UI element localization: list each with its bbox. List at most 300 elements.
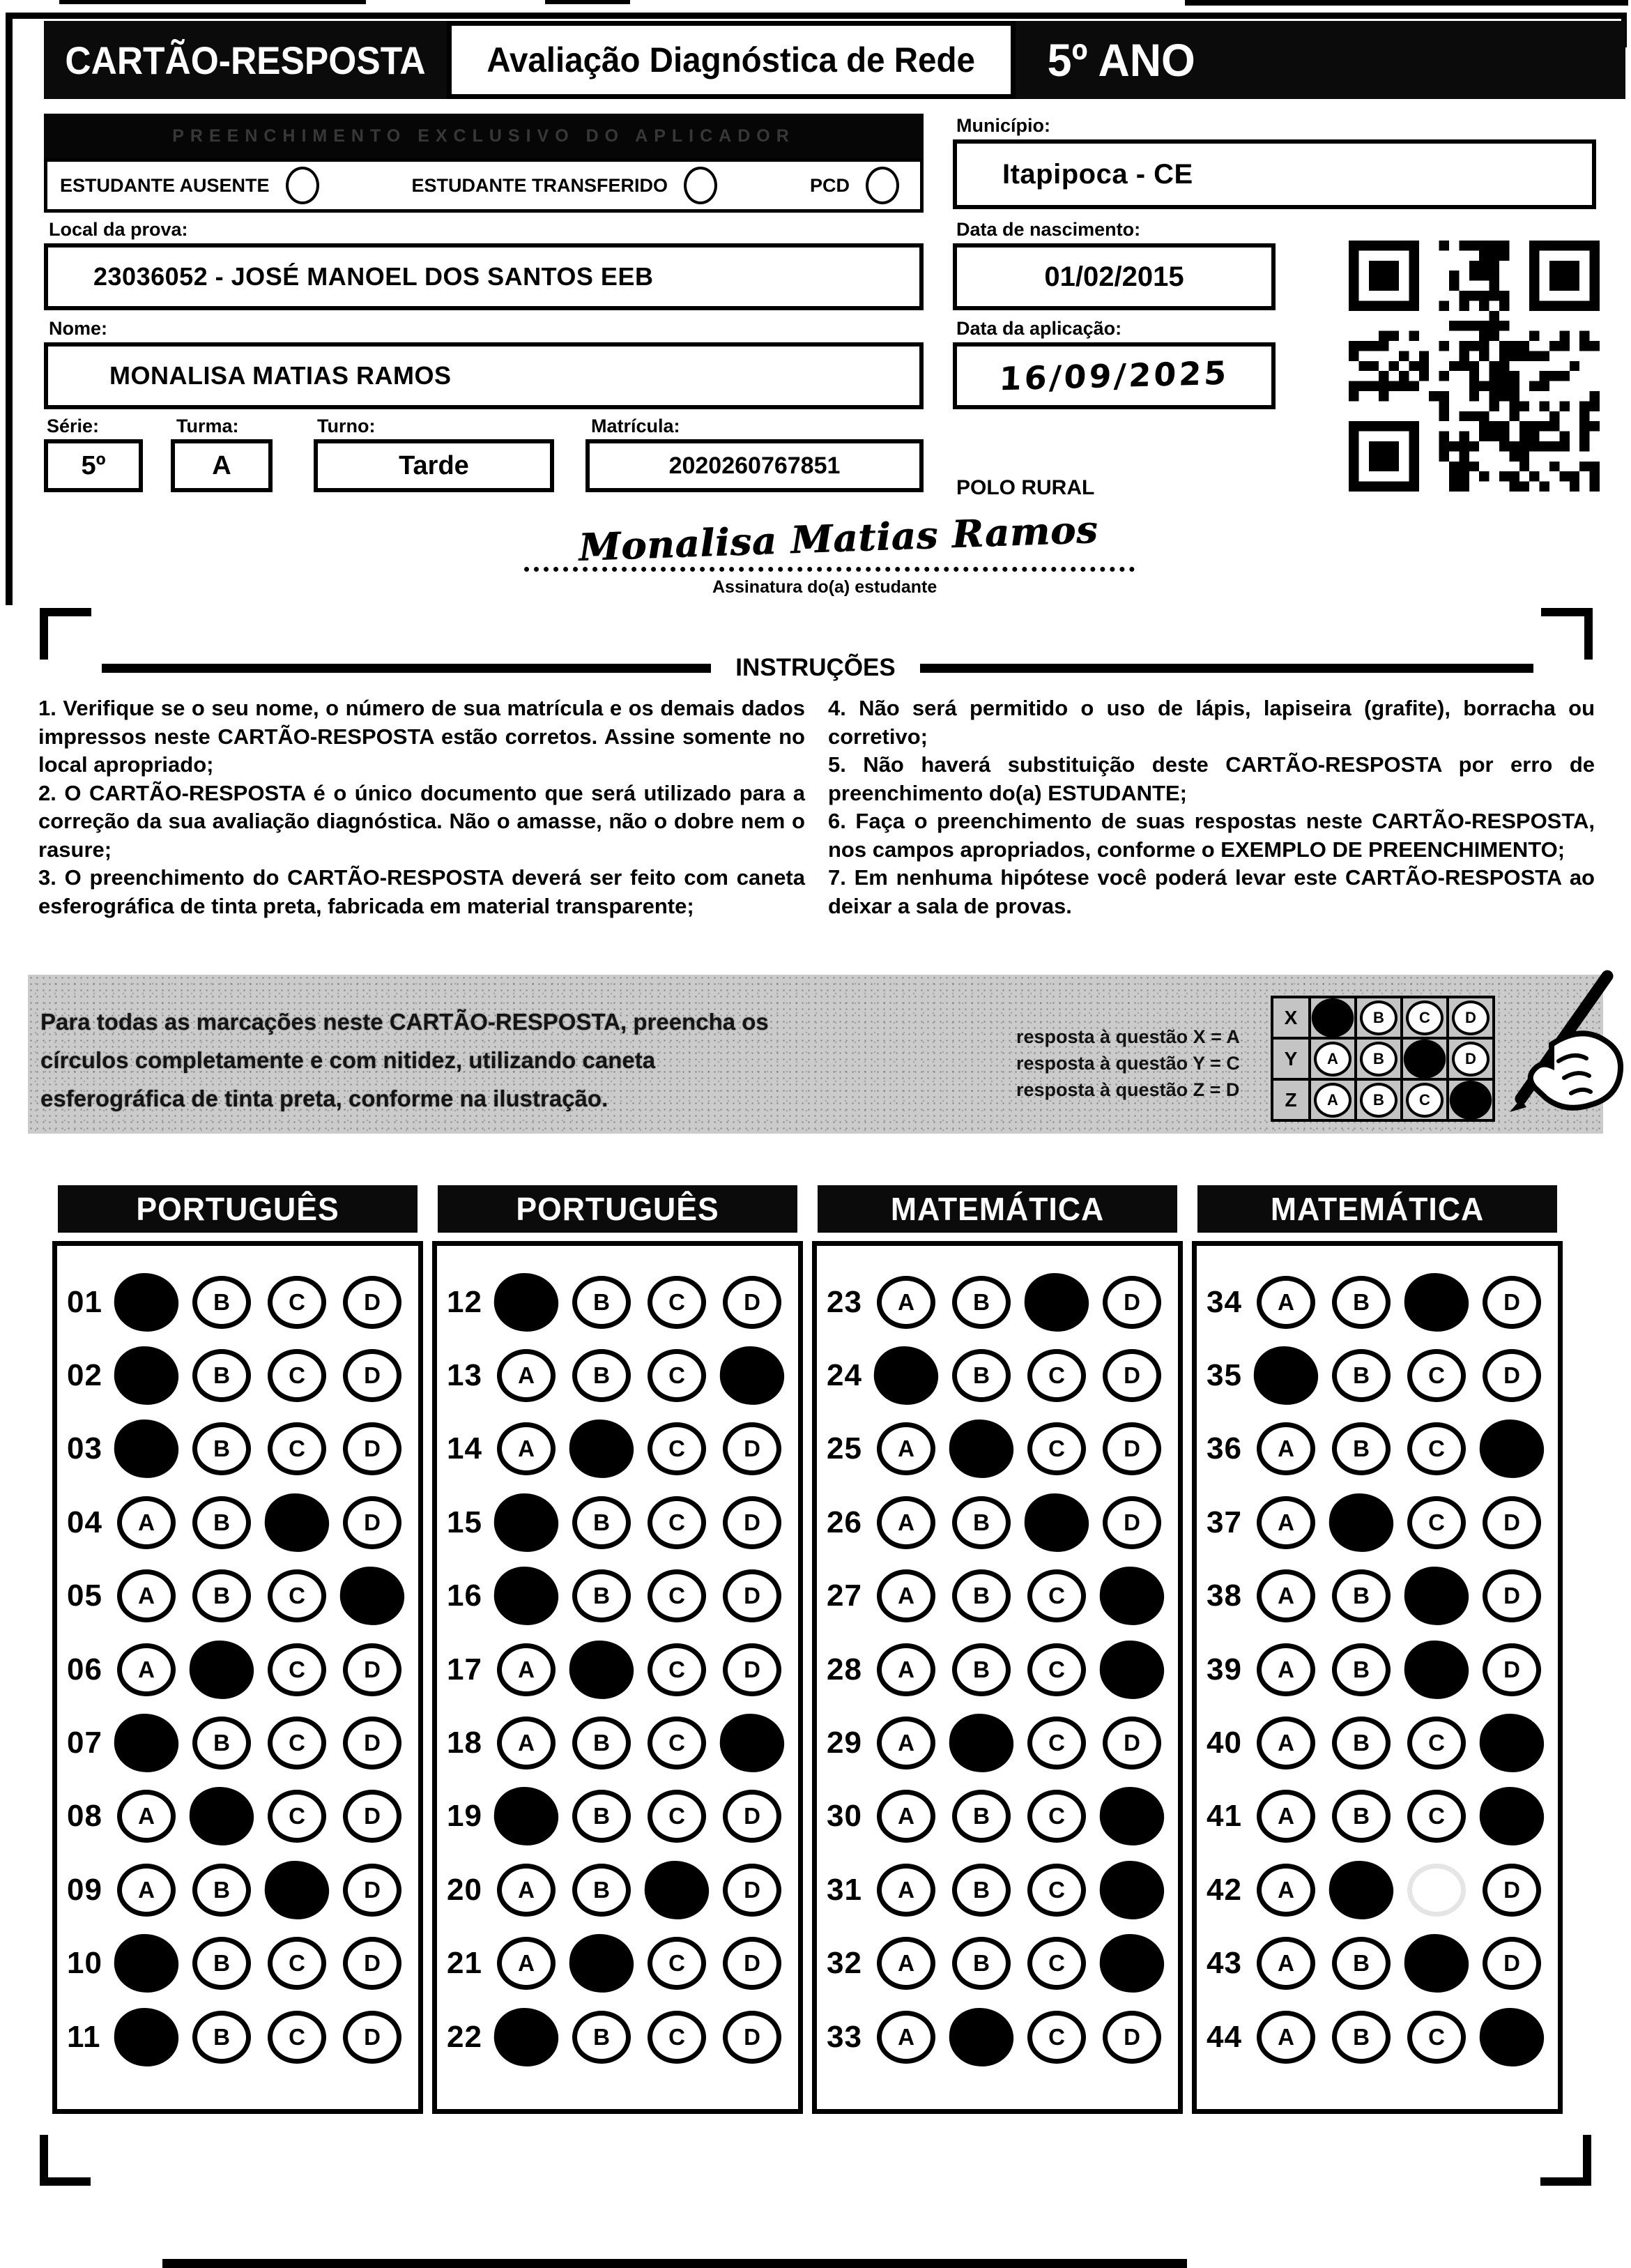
bubble-D[interactable]: D bbox=[343, 1349, 401, 1402]
bubble-B[interactable]: B bbox=[952, 1349, 1011, 1402]
question-row bbox=[1197, 1853, 1558, 1926]
qr-code bbox=[1349, 241, 1600, 492]
bubble-B[interactable]: B bbox=[572, 1790, 631, 1843]
question-number: 18 bbox=[447, 1726, 482, 1760]
serie-box[interactable] bbox=[44, 439, 143, 492]
bubble-A[interactable]: A bbox=[497, 1864, 556, 1917]
bubble-marked-A[interactable] bbox=[492, 2006, 560, 2069]
question-number: 10 bbox=[67, 1946, 102, 1981]
subject-header: MATEMÁTICA bbox=[818, 1185, 1177, 1233]
bubble-marked-A[interactable] bbox=[112, 1344, 181, 1407]
bubble-C[interactable]: C bbox=[648, 2011, 706, 2064]
bubble-B[interactable]: B bbox=[572, 1717, 631, 1770]
bubble-D[interactable]: D bbox=[1483, 1349, 1541, 1402]
question-number: 34 bbox=[1207, 1284, 1242, 1319]
bubble-marked-D[interactable] bbox=[1098, 1786, 1166, 1848]
question-number: 02 bbox=[67, 1358, 102, 1393]
question-row bbox=[57, 1633, 418, 1706]
bubble-B[interactable]: B bbox=[572, 1349, 631, 1402]
scan-mark bbox=[1185, 0, 1628, 6]
question-row bbox=[1197, 1927, 1558, 2000]
bubble-B[interactable]: B bbox=[952, 1276, 1011, 1329]
bubble-A[interactable]: A bbox=[497, 1643, 556, 1696]
question-number: 13 bbox=[447, 1358, 482, 1393]
bubble-C[interactable]: C bbox=[1027, 1864, 1086, 1917]
bubble-marked-A[interactable] bbox=[492, 1565, 560, 1627]
bubble-marked-D[interactable] bbox=[1098, 1932, 1166, 1995]
example-question-label: X bbox=[1272, 997, 1310, 1038]
turma-box[interactable] bbox=[171, 439, 273, 492]
question-number: 04 bbox=[67, 1505, 102, 1539]
bubble-D[interactable]: D bbox=[723, 1569, 781, 1622]
bubble-marked-A[interactable] bbox=[112, 1271, 181, 1334]
bubble-B[interactable]: B bbox=[1332, 2011, 1391, 2064]
turno-box[interactable] bbox=[314, 439, 554, 492]
bubble-marked-A[interactable] bbox=[492, 1491, 560, 1554]
bubble-C[interactable]: C bbox=[648, 1643, 706, 1696]
question-row bbox=[57, 1853, 418, 1926]
bubble-C[interactable]: C bbox=[1407, 2011, 1466, 2064]
bubble-D[interactable]: D bbox=[1483, 1864, 1541, 1917]
bubble-A[interactable]: A bbox=[1257, 1276, 1315, 1329]
bubble-A[interactable]: A bbox=[1257, 1422, 1315, 1475]
aplicacao-box[interactable] bbox=[953, 342, 1276, 409]
bubble-B[interactable]: B bbox=[192, 1717, 251, 1770]
question-number: 15 bbox=[447, 1505, 482, 1539]
question-number: 09 bbox=[67, 1872, 102, 1907]
answer-grid bbox=[1192, 1241, 1563, 2114]
bubble-D[interactable]: D bbox=[723, 2011, 781, 2064]
question-row bbox=[57, 2000, 418, 2073]
bubble-marked-B[interactable] bbox=[567, 1932, 636, 1995]
transferred-circle[interactable] bbox=[684, 167, 717, 204]
bubble-B[interactable]: B bbox=[572, 1569, 631, 1622]
bubble-A[interactable]: A bbox=[877, 1496, 935, 1549]
bubble-B[interactable]: B bbox=[1332, 1717, 1391, 1770]
example-grid-cell bbox=[1356, 997, 1402, 1038]
serie-value: 5º bbox=[81, 450, 106, 480]
bubble-C[interactable]: C bbox=[648, 1717, 706, 1770]
bubble-C[interactable]: C bbox=[1027, 1937, 1086, 1990]
bubble-marked-A[interactable] bbox=[1252, 1344, 1320, 1407]
instructions-rule-right bbox=[920, 664, 1533, 673]
bubble-marked-A[interactable] bbox=[492, 1271, 560, 1334]
municipio-label: Município: bbox=[956, 115, 1050, 136]
bubble-marked-B[interactable] bbox=[947, 1712, 1016, 1774]
bubble-A[interactable]: A bbox=[1257, 1496, 1315, 1549]
question-number: 38 bbox=[1207, 1578, 1242, 1613]
bubble-D[interactable]: D bbox=[343, 1643, 401, 1696]
bubble-A[interactable]: A bbox=[497, 1422, 556, 1475]
bubble-D[interactable]: D bbox=[343, 1864, 401, 1917]
bubble-marked-C[interactable] bbox=[643, 1859, 711, 1921]
bubble-B[interactable]: B bbox=[1332, 1790, 1391, 1843]
subject-header: PORTUGUÊS bbox=[438, 1185, 797, 1233]
nome-box[interactable] bbox=[44, 342, 924, 409]
bubble-B[interactable]: B bbox=[1332, 1422, 1391, 1475]
bubble-A[interactable]: A bbox=[877, 1864, 935, 1917]
answer-column bbox=[432, 1185, 803, 2114]
bubble-C[interactable]: C bbox=[1027, 2011, 1086, 2064]
nome-label: Nome: bbox=[49, 318, 108, 339]
bubble-marked-C[interactable] bbox=[1023, 1491, 1091, 1554]
bubble-marked-B[interactable] bbox=[1327, 1491, 1395, 1554]
nome-value: MONALISA MATIAS RAMOS bbox=[109, 361, 452, 390]
question-row bbox=[817, 1706, 1178, 1779]
bubble-D[interactable]: D bbox=[1483, 1937, 1541, 1990]
question-row bbox=[1197, 1265, 1558, 1339]
bubble-marked-A[interactable] bbox=[492, 1786, 560, 1848]
bubble-C[interactable]: C bbox=[1407, 1496, 1466, 1549]
bubble-C[interactable]: C bbox=[648, 1937, 706, 1990]
bubble-A[interactable]: A bbox=[877, 1422, 935, 1475]
bubble-D[interactable]: D bbox=[1483, 1643, 1541, 1696]
bubble-C[interactable]: C bbox=[1027, 1422, 1086, 1475]
bubble-C[interactable]: C bbox=[1027, 1717, 1086, 1770]
bubble-D[interactable]: D bbox=[723, 1422, 781, 1475]
bubble-C[interactable]: C bbox=[1407, 1422, 1466, 1475]
bubble-D[interactable]: D bbox=[723, 1864, 781, 1917]
bubble-D[interactable]: D bbox=[1103, 1349, 1161, 1402]
bubble-marked-D[interactable] bbox=[1478, 1418, 1546, 1481]
bubble-C[interactable]: C bbox=[268, 2011, 326, 2064]
question-number: 28 bbox=[827, 1652, 862, 1687]
nascimento-label: Data de nascimento: bbox=[956, 219, 1141, 240]
bubble-marked-A[interactable] bbox=[112, 1932, 181, 1995]
bubble-A[interactable]: A bbox=[877, 2011, 935, 2064]
question-number: 42 bbox=[1207, 1872, 1242, 1907]
question-row bbox=[1197, 1560, 1558, 1633]
bubble-marked-B[interactable] bbox=[187, 1786, 256, 1848]
bubble-marked-C[interactable] bbox=[1402, 1932, 1471, 1995]
bubble-D[interactable]: D bbox=[343, 1717, 401, 1770]
bubble-D[interactable]: D bbox=[1103, 2011, 1161, 2064]
bubble-D[interactable]: D bbox=[1483, 1276, 1541, 1329]
bubble-marked-C[interactable] bbox=[263, 1859, 331, 1921]
question-row bbox=[817, 1853, 1178, 1926]
bubble-D[interactable]: D bbox=[343, 1422, 401, 1475]
question-row bbox=[817, 2000, 1178, 2073]
nascimento-value: 01/02/2015 bbox=[1044, 261, 1184, 292]
bubble-C[interactable]: C bbox=[1027, 1790, 1086, 1843]
pcd-circle[interactable] bbox=[866, 167, 899, 204]
example-legend-line: resposta à questão Z = D bbox=[1016, 1079, 1240, 1100]
bubble-marked-B[interactable] bbox=[567, 1638, 636, 1701]
bubble-marked-D[interactable] bbox=[338, 1565, 406, 1627]
bubble-marked-A[interactable] bbox=[112, 1418, 181, 1481]
bubble-A[interactable]: A bbox=[877, 1790, 935, 1843]
example-bubble-C: C bbox=[1406, 1083, 1444, 1118]
bubble-B[interactable]: B bbox=[192, 1349, 251, 1402]
bubble-B[interactable]: B bbox=[952, 1643, 1011, 1696]
question-row bbox=[437, 1853, 798, 1926]
bubble-marked-A[interactable] bbox=[872, 1344, 940, 1407]
bubble-marked-C[interactable] bbox=[1402, 1638, 1471, 1701]
question-row bbox=[437, 1339, 798, 1412]
bubble-marked-B[interactable] bbox=[187, 1638, 256, 1701]
bubble-D[interactable]: D bbox=[1103, 1422, 1161, 1475]
example-bubble-A: A bbox=[1314, 1042, 1351, 1076]
instruction-item: 4. Não será permitido o uso de lápis, lapiseira (grafite), borracha ou corretivo; bbox=[828, 696, 1595, 749]
bracket-mark bbox=[40, 2177, 91, 2186]
question-number: 03 bbox=[67, 1431, 102, 1466]
bubble-marked-C[interactable] bbox=[263, 1491, 331, 1554]
question-row bbox=[817, 1265, 1178, 1339]
signature-caption: Assinatura do(a) estudante bbox=[712, 577, 937, 597]
matricula-box[interactable] bbox=[585, 439, 924, 492]
bubble-A[interactable]: A bbox=[497, 1349, 556, 1402]
bubble-D[interactable]: D bbox=[343, 1790, 401, 1843]
bubble-C[interactable]: C bbox=[1027, 1643, 1086, 1696]
bubble-marked-D[interactable] bbox=[1098, 1565, 1166, 1627]
question-number: 22 bbox=[447, 2019, 482, 2054]
question-row bbox=[817, 1560, 1178, 1633]
question-row bbox=[437, 2000, 798, 2073]
turma-value: A bbox=[212, 450, 231, 480]
answer-column bbox=[812, 1185, 1183, 2114]
bubble-B[interactable]: B bbox=[1332, 1937, 1391, 1990]
bubble-marked-C[interactable] bbox=[1402, 1271, 1471, 1334]
question-row bbox=[1197, 1339, 1558, 1412]
frame-left bbox=[6, 13, 13, 605]
example-bubble-A: A bbox=[1314, 1083, 1351, 1118]
bubble-D[interactable]: D bbox=[1483, 1569, 1541, 1622]
municipio-box[interactable] bbox=[953, 139, 1596, 209]
bubble-D[interactable]: D bbox=[1103, 1496, 1161, 1549]
question-row bbox=[437, 1486, 798, 1559]
answer-column bbox=[1192, 1185, 1563, 2114]
bubble-B[interactable]: B bbox=[192, 1864, 251, 1917]
bubble-D[interactable]: D bbox=[723, 1937, 781, 1990]
bubble-D[interactable]: D bbox=[1483, 1496, 1541, 1549]
absent-circle[interactable] bbox=[286, 167, 319, 204]
bubble-B[interactable]: B bbox=[192, 1569, 251, 1622]
bubble-marked-A[interactable] bbox=[112, 2006, 181, 2069]
bubble-C[interactable]: C bbox=[1407, 1717, 1466, 1770]
bubble-B[interactable]: B bbox=[192, 1937, 251, 1990]
bubble-A[interactable]: A bbox=[1257, 1569, 1315, 1622]
question-number: 44 bbox=[1207, 2019, 1242, 2054]
matricula-value: 2020260767851 bbox=[668, 452, 841, 479]
bubble-A[interactable]: A bbox=[1257, 1643, 1315, 1696]
bubble-C[interactable]: C bbox=[268, 1349, 326, 1402]
bubble-B[interactable]: B bbox=[192, 1276, 251, 1329]
question-row bbox=[57, 1413, 418, 1486]
bubble-C[interactable]: C bbox=[1027, 1569, 1086, 1622]
bubble-B[interactable]: B bbox=[192, 1422, 251, 1475]
bubble-B[interactable]: B bbox=[1332, 1276, 1391, 1329]
example-bubble-B: B bbox=[1360, 1000, 1398, 1035]
bubble-marked-C[interactable] bbox=[1402, 1565, 1471, 1627]
bubble-C[interactable]: C bbox=[268, 1717, 326, 1770]
bubble-A[interactable]: A bbox=[1257, 1937, 1315, 1990]
bubble-C[interactable]: C bbox=[648, 1422, 706, 1475]
local-label: Local da prova: bbox=[49, 219, 188, 240]
example-text: Para todas as marcações neste CARTÃO-RESPOSTA, preencha os círculos completamente e com nitidez, utilizando caneta esferográfica de tinta preta, conforme na ilustração. bbox=[40, 1009, 769, 1111]
matricula-label: Matrícula: bbox=[591, 416, 680, 436]
bubble-marked-D[interactable] bbox=[1098, 1859, 1166, 1921]
question-row bbox=[437, 1633, 798, 1706]
bubble-marked-D[interactable] bbox=[1478, 2006, 1546, 2069]
bubble-B[interactable]: B bbox=[192, 2011, 251, 2064]
card-title-banner bbox=[44, 21, 447, 99]
question-row bbox=[817, 1927, 1178, 2000]
transferred-label: ESTUDANTE TRANSFERIDO bbox=[411, 174, 668, 196]
example-grid-cell bbox=[1310, 997, 1356, 1038]
bubble-D[interactable]: D bbox=[723, 1790, 781, 1843]
bubble-marked-A[interactable] bbox=[112, 1712, 181, 1774]
bracket-mark bbox=[1584, 608, 1593, 660]
bubble-marked-C[interactable] bbox=[1023, 1271, 1091, 1334]
subject-header: PORTUGUÊS bbox=[58, 1185, 418, 1233]
bubble-A[interactable]: A bbox=[117, 1790, 176, 1843]
status-row bbox=[44, 158, 924, 213]
bubble-A[interactable]: A bbox=[117, 1864, 176, 1917]
bubble-C[interactable]: C bbox=[268, 1276, 326, 1329]
question-number: 19 bbox=[447, 1799, 482, 1834]
example-bubble-D: D bbox=[1452, 1000, 1490, 1035]
bubble-A[interactable]: A bbox=[117, 1569, 176, 1622]
bubble-C[interactable]: C bbox=[648, 1569, 706, 1622]
answer-grid bbox=[812, 1241, 1183, 2114]
bubble-C[interactable]: C bbox=[268, 1937, 326, 1990]
bubble-A[interactable]: A bbox=[877, 1717, 935, 1770]
instruction-item: 6. Faça o preenchimento de suas respostas neste CARTÃO-RESPOSTA, nos campos apropriados, conforme o EXEMPLO DE PREENCHIMENTO; bbox=[828, 809, 1595, 862]
example-bubble-C: C bbox=[1406, 1000, 1444, 1035]
bubble-marked-D[interactable] bbox=[1478, 1712, 1546, 1774]
bubble-marked-D[interactable] bbox=[1098, 1638, 1166, 1701]
bubble-B[interactable]: B bbox=[1332, 1643, 1391, 1696]
question-row bbox=[57, 1927, 418, 2000]
bubble-D[interactable]: D bbox=[343, 1937, 401, 1990]
polo-label: POLO RURAL bbox=[956, 476, 1095, 499]
bubble-B[interactable]: B bbox=[952, 1864, 1011, 1917]
bubble-A[interactable]: A bbox=[1257, 1790, 1315, 1843]
bubble-B[interactable]: B bbox=[1332, 1569, 1391, 1622]
bubble-D[interactable]: D bbox=[723, 1496, 781, 1549]
question-number: 01 bbox=[67, 1284, 102, 1319]
turma-label: Turma: bbox=[176, 416, 239, 436]
bubble-C[interactable]: C bbox=[1407, 1790, 1466, 1843]
bubble-A[interactable]: A bbox=[877, 1569, 935, 1622]
bubble-A[interactable]: A bbox=[497, 1937, 556, 1990]
question-row bbox=[1197, 1780, 1558, 1853]
bubble-marked-B[interactable] bbox=[567, 1418, 636, 1481]
question-number: 23 bbox=[827, 1284, 862, 1319]
bubble-C[interactable]: C bbox=[1027, 1349, 1086, 1402]
bubble-B[interactable]: B bbox=[1332, 1349, 1391, 1402]
aplicador-bar bbox=[44, 114, 924, 158]
frame-top bbox=[6, 13, 1627, 19]
bubble-D[interactable]: D bbox=[723, 1643, 781, 1696]
bubble-D[interactable]: D bbox=[1103, 1717, 1161, 1770]
question-number: 30 bbox=[827, 1799, 862, 1834]
bubble-C[interactable]: C bbox=[648, 1496, 706, 1549]
local-box[interactable] bbox=[44, 243, 924, 310]
aplicacao-label: Data da aplicação: bbox=[956, 318, 1122, 339]
turno-label: Turno: bbox=[317, 416, 376, 436]
question-number: 41 bbox=[1207, 1799, 1242, 1834]
question-number: 31 bbox=[827, 1872, 862, 1907]
bubble-A[interactable]: A bbox=[497, 1717, 556, 1770]
turno-value: Tarde bbox=[399, 450, 469, 480]
question-row bbox=[437, 1780, 798, 1853]
bubble-B[interactable]: B bbox=[952, 1496, 1011, 1549]
bubble-A[interactable]: A bbox=[117, 1643, 176, 1696]
bubble-marked-B[interactable] bbox=[947, 1418, 1016, 1481]
bubble-B[interactable]: B bbox=[952, 1937, 1011, 1990]
bubble-C[interactable]: C bbox=[268, 1643, 326, 1696]
question-row bbox=[817, 1486, 1178, 1559]
instructions-right bbox=[828, 694, 1595, 920]
bubble-B[interactable]: B bbox=[192, 1496, 251, 1549]
grade-banner bbox=[1016, 21, 1625, 99]
bubble-C[interactable]: C bbox=[268, 1790, 326, 1843]
bubble-faint-C[interactable] bbox=[1407, 1864, 1466, 1917]
bubble-marked-D[interactable] bbox=[718, 1712, 786, 1774]
bubble-C[interactable]: C bbox=[268, 1422, 326, 1475]
bubble-B[interactable]: B bbox=[572, 1496, 631, 1549]
example-grid-cell bbox=[1310, 1079, 1356, 1120]
bubble-D[interactable]: D bbox=[723, 1276, 781, 1329]
bubble-A[interactable]: A bbox=[117, 1496, 176, 1549]
bubble-A[interactable]: A bbox=[1257, 2011, 1315, 2064]
question-row bbox=[437, 1413, 798, 1486]
bubble-A[interactable]: A bbox=[877, 1937, 935, 1990]
question-row bbox=[57, 1560, 418, 1633]
example-grid-cell bbox=[1356, 1038, 1402, 1079]
question-number: 05 bbox=[67, 1578, 102, 1613]
bubble-A[interactable]: A bbox=[877, 1276, 935, 1329]
bubble-marked-B[interactable] bbox=[947, 2006, 1016, 2069]
bubble-A[interactable]: A bbox=[1257, 1717, 1315, 1770]
scan-mark bbox=[59, 0, 366, 4]
question-row bbox=[1197, 1633, 1558, 1706]
bubble-C[interactable]: C bbox=[1407, 1349, 1466, 1402]
example-bubble-B: B bbox=[1360, 1083, 1398, 1118]
bubble-A[interactable]: A bbox=[877, 1643, 935, 1696]
bubble-D[interactable]: D bbox=[1103, 1276, 1161, 1329]
example-bubble-B: B bbox=[1360, 1042, 1398, 1076]
question-row bbox=[437, 1560, 798, 1633]
bubble-B[interactable]: B bbox=[572, 1864, 631, 1917]
bubble-C[interactable]: C bbox=[648, 1349, 706, 1402]
bubble-marked-D[interactable] bbox=[1478, 1786, 1546, 1848]
bubble-marked-D[interactable] bbox=[718, 1344, 786, 1407]
bubble-B[interactable]: B bbox=[572, 2011, 631, 2064]
bubble-B[interactable]: B bbox=[952, 1790, 1011, 1843]
bubble-B[interactable]: B bbox=[572, 1276, 631, 1329]
instructions-left bbox=[38, 694, 805, 920]
bubble-C[interactable]: C bbox=[648, 1276, 706, 1329]
nascimento-box[interactable] bbox=[953, 243, 1276, 310]
question-number: 26 bbox=[827, 1505, 862, 1539]
example-legend-line: resposta à questão X = A bbox=[1016, 1026, 1240, 1047]
bubble-B[interactable]: B bbox=[952, 1569, 1011, 1622]
bubble-marked-B[interactable] bbox=[1327, 1859, 1395, 1921]
bubble-D[interactable]: D bbox=[343, 1496, 401, 1549]
bubble-C[interactable]: C bbox=[648, 1790, 706, 1843]
question-number: 39 bbox=[1207, 1652, 1242, 1687]
instructions-rule-left bbox=[102, 664, 711, 673]
question-row bbox=[1197, 2000, 1558, 2073]
bubble-A[interactable]: A bbox=[1257, 1864, 1315, 1917]
question-number: 32 bbox=[827, 1946, 862, 1981]
bubble-D[interactable]: D bbox=[343, 2011, 401, 2064]
bubble-C[interactable]: C bbox=[268, 1569, 326, 1622]
question-row bbox=[1197, 1413, 1558, 1486]
bubble-D[interactable]: D bbox=[343, 1276, 401, 1329]
